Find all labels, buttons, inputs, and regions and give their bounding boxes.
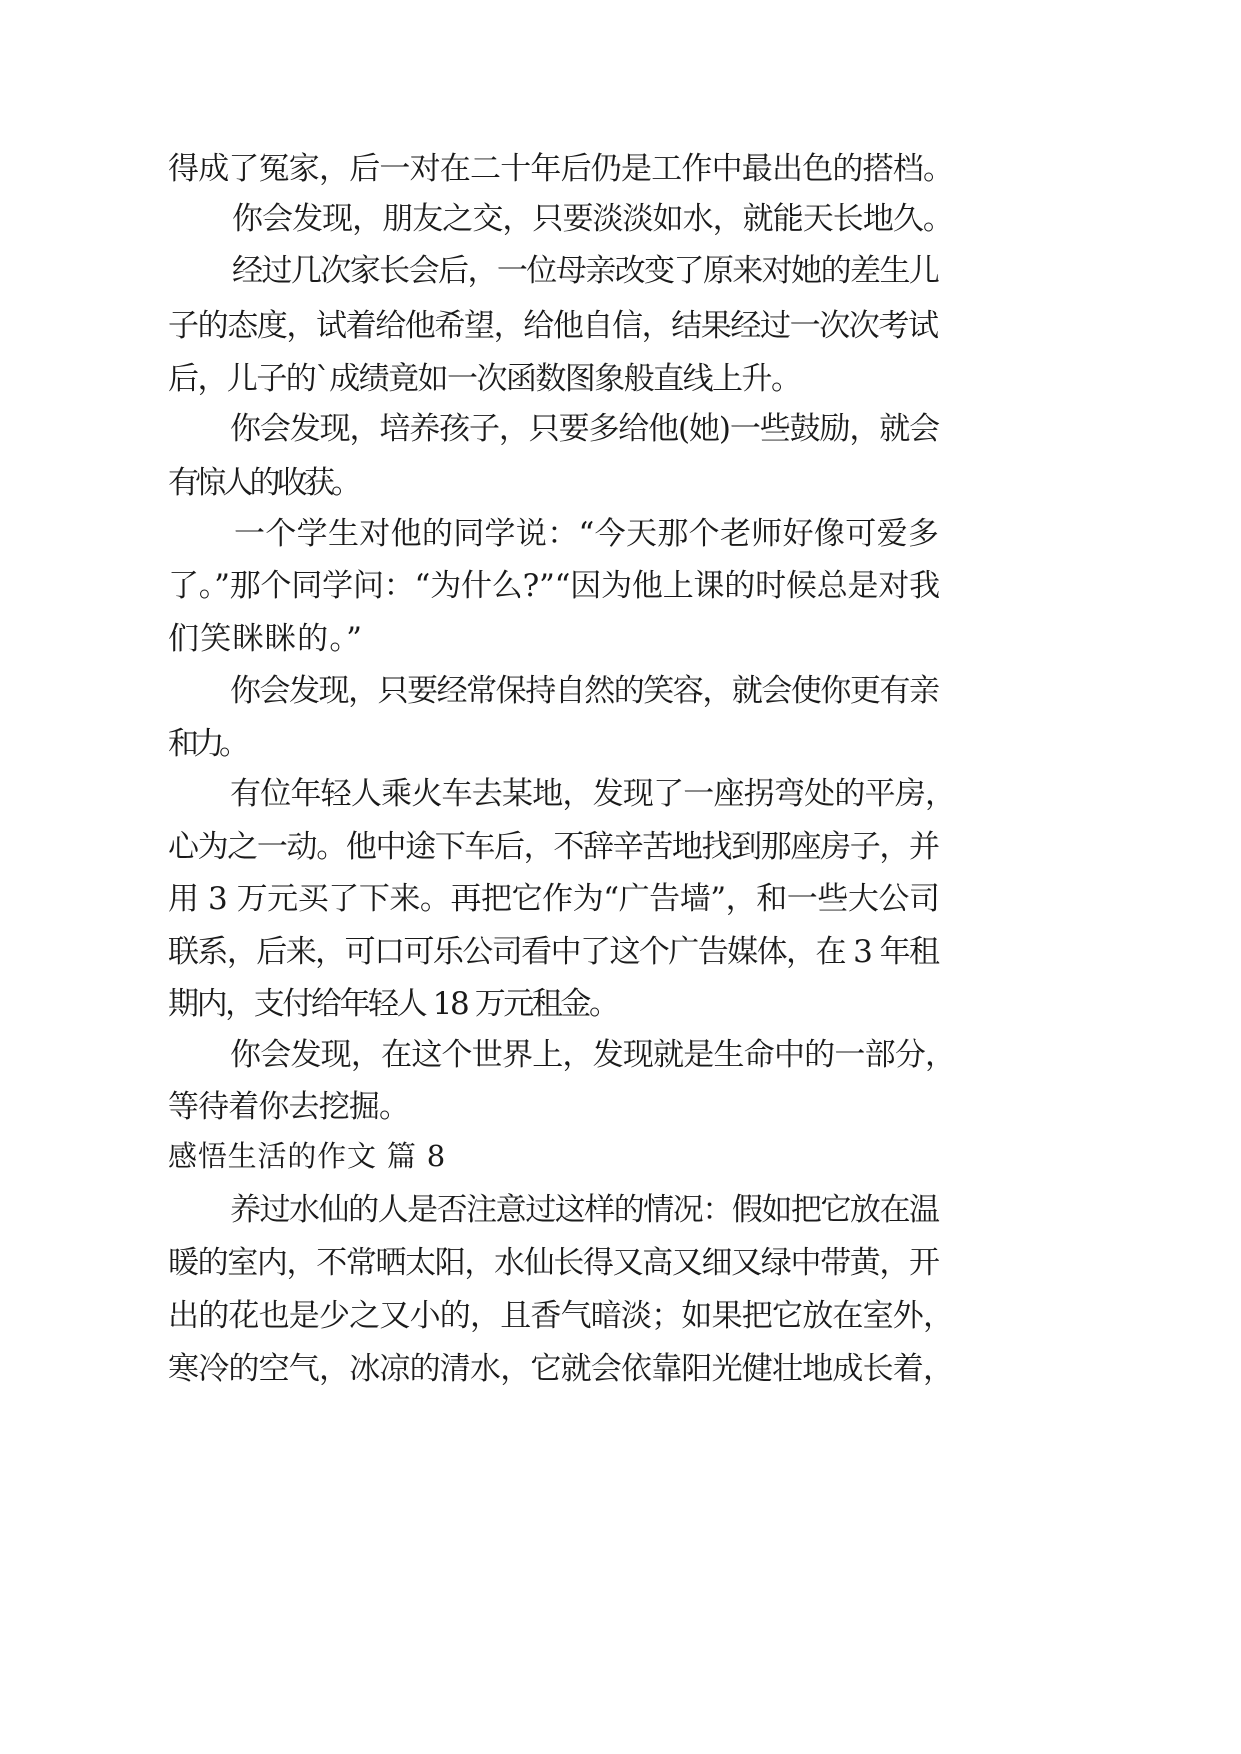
text-line: 和力。 <box>168 726 245 762</box>
section-heading: 感悟生活的作文 篇 8 <box>168 1139 447 1173</box>
text-line: 你会发现，在这个世界上，发现就是生命中的一部分， <box>230 1037 956 1073</box>
text-line: 等待着你去挖掘。 <box>168 1089 410 1125</box>
text-line: 用 3 万元买了下来。再把它作为“广告墙”，和一些大公司 <box>168 881 940 917</box>
text-line: 子的态度，试着给他希望，给他自信，结果经过一次次考试 <box>168 308 938 344</box>
text-line: 你会发现，只要经常保持自然的笑容，就会使你更有亲 <box>230 673 939 709</box>
text-line: 了。”那个同学问：“为什么?”“因为他上课的时候总是对我 <box>168 568 940 604</box>
text-line: 得成了冤家，后一对在二十年后仍是工作中最出色的搭档。 <box>168 151 954 187</box>
text-line: 出的花也是少之又小的，且香气暗淡；如果把它放在室外， <box>168 1298 954 1334</box>
text-line: 期内，支付给年轻人 18 万元租金。 <box>168 986 618 1022</box>
text-line: 有位年轻人乘火车去某地，发现了一座拐弯处的平房， <box>230 776 956 812</box>
text-line: 一个学生对他的同学说：“今天那个老师好像可爱多 <box>234 516 940 552</box>
text-line: 暖的室内，不常晒太阳，水仙长得又高又细又绿中带黄，开 <box>168 1245 939 1281</box>
text-line: 联系，后来，可口可乐公司看中了这个广告媒体，在 3 年租 <box>168 934 939 970</box>
text-line: 寒冷的空气，冰凉的清水，它就会依靠阳光健壮地成长着， <box>168 1351 954 1387</box>
text-line: 养过水仙的人是否注意过这样的情况：假如把它放在温 <box>230 1192 939 1228</box>
text-line: 后，儿子的`成绩竟如一次函数图象般直线上升。 <box>168 361 801 397</box>
text-line: 有惊人的收获。 <box>168 465 359 501</box>
text-line: 心为之一动。他中途下车后，不辞辛苦地找到那座房子，并 <box>168 829 939 865</box>
text-line: 经过几次家长会后，一位母亲改变了原来对她的差生儿 <box>232 253 939 289</box>
text-line: 你会发现，培养孩子，只要多给他(她)一些鼓励，就会 <box>230 411 939 447</box>
text-line: 你会发现，朋友之交，只要淡淡如水，就能天长地久。 <box>232 201 953 237</box>
text-line: 们笑眯眯的。” <box>168 621 364 657</box>
